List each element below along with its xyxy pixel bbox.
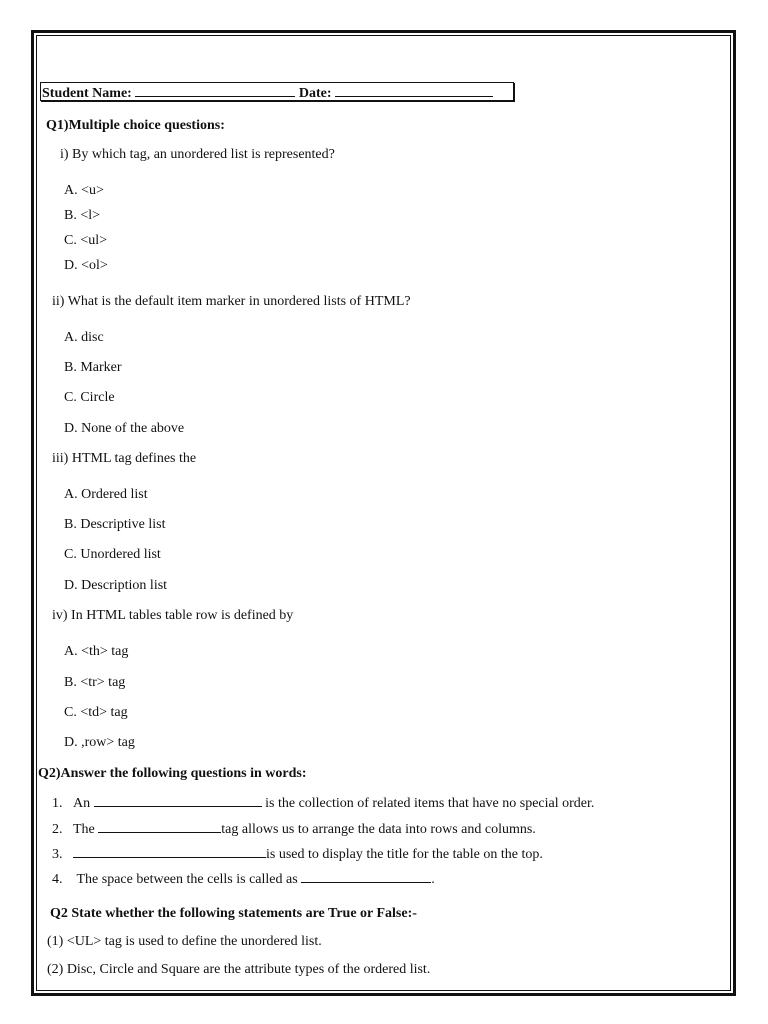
- fill-item-text-after: tag allows us to arrange the data into rows and columns.: [221, 822, 536, 837]
- fill-item-text-after: is the collection of related items that have no special order.: [265, 796, 595, 811]
- statement-1: (1) <UL> tag is used to define the unordered list.: [47, 934, 322, 949]
- fill-item-text-before: An: [73, 796, 91, 811]
- fill-item-number: 3.: [52, 847, 63, 862]
- student-info-box: [40, 82, 514, 101]
- student-name-field[interactable]: [135, 83, 295, 97]
- question-1-option-c: C. <ul>: [64, 233, 108, 248]
- fill-item-text-before: The: [73, 822, 95, 837]
- answer-blank[interactable]: [301, 869, 431, 883]
- question-1-option-b: B. <l>: [64, 208, 101, 223]
- student-name-label: Student Name:: [42, 86, 132, 101]
- date-field[interactable]: [335, 83, 493, 97]
- question-3-option-b: B. Descriptive list: [64, 517, 166, 532]
- fill-item-number: 4.: [52, 872, 63, 887]
- fill-item-text-after: is used to display the title for the table on the top.: [266, 847, 543, 862]
- question-3-option-a: A. Ordered list: [64, 487, 148, 502]
- question-4-option-b: B. <tr> tag: [64, 675, 126, 690]
- question-3-option-c: C. Unordered list: [64, 547, 161, 562]
- statement-2: (2) Disc, Circle and Square are the attribute types of the ordered list.: [47, 962, 431, 977]
- date-label: Date:: [298, 86, 332, 101]
- question-3-option-d: D. Description list: [64, 578, 168, 593]
- student-info-line: [42, 83, 493, 103]
- fill-item-3: [52, 844, 543, 864]
- fill-item-4: [52, 869, 435, 889]
- question-4-option-c: C. <td> tag: [64, 705, 128, 720]
- answer-blank[interactable]: [98, 819, 221, 833]
- question-4-text: iv) In HTML tables table row is defined by: [52, 608, 294, 623]
- fill-item-number: 1.: [52, 796, 63, 811]
- fill-item-1: [52, 793, 594, 813]
- question-4-option-a: A. <th> tag: [64, 644, 129, 659]
- fill-item-text-before: The space between the cells is called as: [76, 872, 298, 887]
- q3-heading: Q2 State whether the following statements are True or False:-: [50, 906, 417, 921]
- question-3-text: iii) HTML tag defines the: [52, 451, 197, 466]
- fill-item-number: 2.: [52, 822, 63, 837]
- question-1-option-a: A. <u>: [64, 183, 104, 198]
- q1-heading: Q1)Multiple choice questions:: [46, 118, 225, 133]
- answer-blank[interactable]: [73, 844, 266, 858]
- question-1-option-d: D. <ol>: [64, 258, 108, 273]
- question-2-option-d: D. None of the above: [64, 421, 185, 436]
- q2-heading: Q2)Answer the following questions in words:: [38, 766, 307, 781]
- question-2-option-a: A. disc: [64, 330, 104, 345]
- fill-item-text-after: .: [431, 872, 435, 887]
- question-2-option-c: C. Circle: [64, 390, 115, 405]
- question-1-text: i) By which tag, an unordered list is represented?: [60, 147, 335, 162]
- fill-item-2: [52, 819, 536, 839]
- question-2-option-b: B. Marker: [64, 360, 122, 375]
- answer-blank[interactable]: [94, 793, 262, 807]
- question-4-option-d: D. ,row> tag: [64, 735, 135, 750]
- question-2-text: ii) What is the default item marker in unordered lists of HTML?: [52, 294, 411, 309]
